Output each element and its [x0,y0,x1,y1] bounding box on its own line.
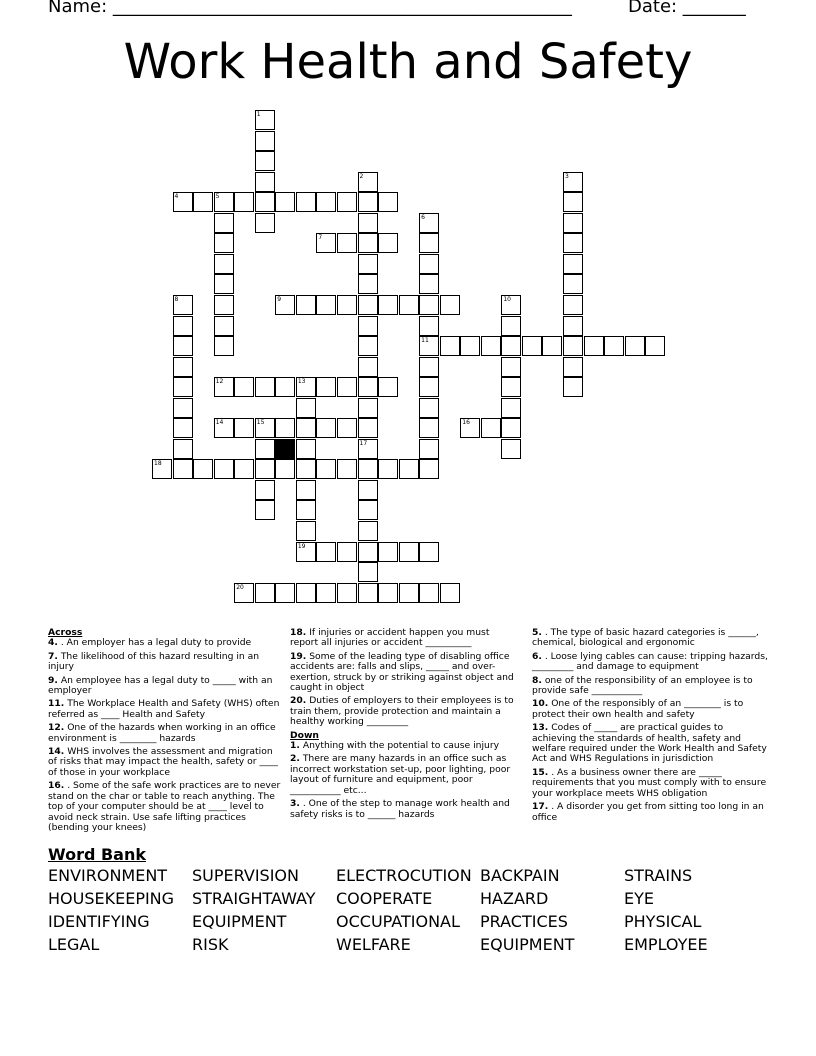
clue-number: 10 [503,295,511,303]
clue-down-8: 8. one of the responsibility of an employee is to provide safe ___________ [532,674,753,697]
clue-number: 16 [462,419,470,427]
clue-number: 12 [215,378,224,386]
crossword-cell[interactable] [419,254,439,274]
crossword-cell[interactable] [419,295,439,315]
crossword-cell[interactable] [501,418,521,438]
clue-across-12: 12. One of the hazards when working in an office environment is ________ hazards [48,722,276,744]
word-bank-item: LEGAL [48,935,100,954]
crossword-cell[interactable] [214,316,234,336]
crossword-cell[interactable] [378,542,398,562]
name-line: Name: ___________________________________________________ [48,0,572,17]
crossword-cell[interactable] [316,418,336,438]
clue-across-9: 9. An employee has a legal duty to _____ with an employer [48,674,273,697]
word-bank-item: SUPERVISION [192,866,299,885]
crossword-cell[interactable] [419,418,439,438]
crossword-cell[interactable] [419,439,439,459]
crossword-cell[interactable] [214,336,234,356]
clue-down-17: 17. . A disorder you get from sitting too long in an office [532,801,764,823]
clue-across-7: 7. The likelihood of this hazard resulting in an injury [48,650,260,673]
crossword-cell[interactable] [337,459,357,479]
crossword-cell[interactable] [563,254,583,274]
crossword-cell[interactable] [501,439,521,459]
clues-column-1 [48,628,282,836]
crossword-cell[interactable] [419,274,439,294]
crossword-cell[interactable] [625,336,645,356]
crossword-cell[interactable] [275,583,295,603]
word-bank-item: BACKPAIN [480,866,560,885]
clues-column-2 [290,628,520,823]
crossword-cell[interactable] [255,131,275,151]
crossword-cell[interactable] [358,480,378,500]
clues-column-3 [532,628,768,826]
crossword-cell[interactable] [419,542,439,562]
crossword-cell[interactable] [542,336,562,356]
clue-across-4: 4. . An employer has a legal duty to provide [48,637,252,649]
crossword-cell[interactable] [378,192,398,212]
crossword-cell[interactable] [419,377,439,397]
clue-down-5: 5. . The type of basic hazard categories is ______, chemical, biological and ergonomic [532,627,759,649]
crossword-cell[interactable] [316,192,336,212]
crossword-cell[interactable] [358,316,378,336]
crossword-cell[interactable] [296,439,316,459]
crossword-cell[interactable] [440,583,460,603]
crossword-cell[interactable] [584,336,604,356]
across-heading: Across [48,627,83,638]
crossword-cell[interactable] [378,583,398,603]
crossword-cell[interactable] [419,357,439,377]
crossword-cell[interactable] [419,583,439,603]
crossword-cell[interactable] [399,583,419,603]
clue-across-19: 19. Some of the leading type of disabling office accidents are: falls and slips, _____ and over-exertion, struck by or striking against object and caught in object [290,650,514,694]
word-bank-item: PHYSICAL [624,912,702,931]
word-bank-item: EMPLOYEE [624,935,708,954]
crossword-cell[interactable] [255,110,275,130]
word-bank-item: OCCUPATIONAL [336,912,460,931]
crossword-cell[interactable] [440,336,460,356]
crossword-cell[interactable] [501,316,521,336]
word-bank-item: HOUSEKEEPING [48,889,175,908]
crossword-cell[interactable] [296,192,316,212]
crossword-block [275,439,295,459]
crossword-cell[interactable] [255,213,275,233]
word-bank-item: EQUIPMENT [192,912,287,931]
word-bank-row [48,935,768,958]
crossword-cell[interactable] [563,336,583,356]
crossword-cell[interactable] [173,316,193,336]
crossword-cell[interactable] [419,233,439,253]
word-bank-item: COOPERATE [336,889,433,908]
crossword-cell[interactable] [419,459,439,479]
crossword-cell[interactable] [173,418,193,438]
word-bank-item: RISK [192,935,229,954]
clue-number: 20 [236,583,244,591]
crossword-cell[interactable] [214,377,234,397]
crossword-cell[interactable] [214,213,234,233]
crossword-cell[interactable] [296,542,316,562]
crossword-cell[interactable] [214,233,234,253]
down-heading: Down [290,729,319,741]
clue-number: 7 [318,234,323,242]
clue-number: 18 [154,460,162,468]
crossword-cell[interactable] [358,583,378,603]
crossword-cell[interactable] [399,459,419,479]
word-bank-item: PRACTICES [480,912,568,931]
crossword-cell[interactable] [255,192,275,212]
crossword-cell[interactable] [255,439,275,459]
crossword-cell[interactable] [296,521,316,541]
crossword-cell[interactable] [563,233,583,253]
word-bank-row [48,866,768,889]
crossword-cell[interactable] [296,583,316,603]
crossword-cell[interactable] [275,418,295,438]
crossword-cell[interactable] [316,233,336,253]
crossword-cell[interactable] [419,398,439,418]
crossword-cell[interactable] [214,295,234,315]
crossword-cell[interactable] [255,151,275,171]
word-bank-item: ENVIRONMENT [48,866,168,885]
crossword-cell[interactable] [337,377,357,397]
crossword-cell[interactable] [255,418,275,438]
crossword-cell[interactable] [255,500,275,520]
word-bank-item: EQUIPMENT [480,935,575,954]
crossword-cell[interactable] [358,418,378,438]
clue-down-10: 10. One of the responsibly of an ________ is to protect their own health and safety [532,698,744,720]
crossword-cell[interactable] [275,459,295,479]
crossword-cell[interactable] [337,542,357,562]
crossword-cell[interactable] [378,459,398,479]
crossword-cell[interactable] [173,398,193,418]
word-bank-item: STRAINS [624,866,693,885]
crossword-cell[interactable] [358,254,378,274]
crossword-cell[interactable] [234,192,254,212]
clue-down-3: 3. . One of the step to manage work health and safety risks is to ______ hazards [290,798,510,820]
crossword-cell[interactable] [358,295,378,315]
crossword-cell[interactable] [419,336,439,356]
clue-number: 11 [421,337,429,345]
clue-number: 1 [256,111,261,118]
crossword-cell[interactable] [255,172,275,192]
crossword-cell[interactable] [378,377,398,397]
crossword-cell[interactable] [563,274,583,294]
clue-down-15: 15. . As a business owner there are _____ requirements that you must comply with to ensure your workplace meets WHS obligation [532,766,767,799]
crossword-cell[interactable] [214,254,234,274]
crossword-cell[interactable] [563,213,583,233]
crossword-cell[interactable] [501,336,521,356]
crossword-cell[interactable] [275,377,295,397]
clue-number: 2 [359,172,364,180]
clue-number: 13 [297,378,306,386]
crossword-cell[interactable] [563,192,583,212]
clue-number: 15 [256,419,265,427]
crossword-cell[interactable] [255,583,275,603]
clue-number: 17 [359,439,368,447]
word-bank [48,866,768,958]
word-bank-row [48,912,768,935]
crossword-cell[interactable] [645,336,665,356]
word-bank-item: IDENTIFYING [48,912,150,931]
crossword-cell[interactable] [563,377,583,397]
crossword-cell[interactable] [214,274,234,294]
crossword-cell[interactable] [481,336,501,356]
crossword-cell[interactable] [501,357,521,377]
crossword-cell[interactable] [358,274,378,294]
crossword-cell[interactable] [173,439,193,459]
crossword-cell[interactable] [296,295,316,315]
crossword-cell[interactable] [316,459,336,479]
clue-number: 8 [174,295,179,303]
clue-across-11: 11. The Workplace Health and Safety (WHS) often referred as ____ Health and Safety [48,698,280,720]
crossword-cell[interactable] [214,192,234,212]
crossword-cell[interactable] [563,172,583,192]
crossword-cell[interactable] [337,295,357,315]
clue-number: 6 [421,213,425,221]
crossword-cell[interactable] [234,583,254,603]
crossword-cell[interactable] [275,192,295,212]
word-bank-row [48,889,768,912]
clue-number: 14 [215,419,224,427]
clue-down-1: 1. Anything with the potential to cause injury [290,740,500,752]
crossword-cell[interactable] [173,377,193,397]
crossword-cell[interactable] [234,418,254,438]
crossword-cell[interactable] [501,377,521,397]
crossword-cell[interactable] [337,192,357,212]
crossword-cell[interactable] [563,295,583,315]
crossword-cell[interactable] [358,439,378,459]
crossword-cell[interactable] [358,233,378,253]
word-bank-item: ELECTROCUTION [336,866,472,885]
word-bank-item: WELFARE [336,935,411,954]
crossword-cell[interactable] [481,418,501,438]
crossword-cell[interactable] [316,295,336,315]
crossword-cell[interactable] [296,480,316,500]
word-bank-item: STRAIGHTAWAY [192,889,316,908]
crossword-cell[interactable] [501,398,521,418]
crossword-cell[interactable] [214,418,234,438]
crossword-cell[interactable] [358,192,378,212]
crossword-cell[interactable] [460,336,480,356]
crossword-cell[interactable] [378,233,398,253]
crossword-cell[interactable] [193,192,213,212]
crossword-cell[interactable] [173,357,193,377]
crossword-cell[interactable] [378,295,398,315]
crossword-cell[interactable] [296,418,316,438]
crossword-cell[interactable] [460,418,480,438]
crossword-cell[interactable] [337,583,357,603]
crossword-cell[interactable] [337,233,357,253]
word-bank-title: Word Bank [48,845,147,864]
clue-down-6: 6. . Loose lying cables can cause: tripping hazards, _________ and damage to equipment [532,650,768,673]
crossword-cell[interactable] [173,459,193,479]
crossword-cell[interactable] [440,295,460,315]
crossword-cell[interactable] [337,418,357,438]
crossword-cell[interactable] [296,398,316,418]
crossword-cell[interactable] [296,459,316,479]
crossword-cell[interactable] [563,357,583,377]
word-bank-item: HAZARD [480,889,549,908]
crossword-cell[interactable] [358,562,378,582]
crossword-cell[interactable] [316,542,336,562]
page-title: Work Health and Safety [123,34,693,90]
crossword-cell[interactable] [358,500,378,520]
crossword-cell[interactable] [358,357,378,377]
clue-number: 5 [215,193,220,201]
clue-number: 4 [174,193,179,201]
crossword-cell[interactable] [234,459,254,479]
clue-number: 19 [297,542,306,550]
crossword-cell[interactable] [358,213,378,233]
crossword-cell[interactable] [358,336,378,356]
crossword-cell[interactable] [255,459,275,479]
crossword-cell[interactable] [316,583,336,603]
clue-across-14: 14. WHS involves the assessment and migration of risks that may impact the health, safety or ____ of those in your workplace [48,746,278,778]
clue-number: 3 [565,172,569,180]
crossword-cell[interactable] [419,213,439,233]
word-bank-item: EYE [624,889,654,908]
crossword-cell[interactable] [255,480,275,500]
crossword-cell[interactable] [173,336,193,356]
crossword-cell[interactable] [522,336,542,356]
crossword-cell[interactable] [358,459,378,479]
crossword-cell[interactable] [316,377,336,397]
crossword-cell[interactable] [563,316,583,336]
crossword-cell[interactable] [193,459,213,479]
crossword-cell[interactable] [358,542,378,562]
crossword-cell[interactable] [399,542,419,562]
clue-across-20: 20. Duties of employers to their employees is to train them, provide protection and maintain a healthy working _________ [290,695,514,728]
clue-down-2: 2. There are many hazards in an office such as incorrect workstation set-up, poor lighting, poor layout of furniture and equipment, poor ___________ etc... [290,753,511,796]
crossword-cell[interactable] [275,295,295,315]
crossword-cell[interactable] [501,295,521,315]
crossword-cell[interactable] [399,295,419,315]
clue-across-18: 18. If injuries or accident happen you must report all injuries or accident __________ [290,627,490,649]
crossword-cell[interactable] [255,377,275,397]
crossword-cell[interactable] [296,500,316,520]
date-line: Date: _______ [628,0,746,17]
crossword-cell[interactable] [173,192,193,212]
crossword-cell[interactable] [358,377,378,397]
crossword-cell[interactable] [214,459,234,479]
clue-across-16: 16. . Some of the safe work practices are to never stand on the char or table to reach anything. The top of your computer should be at ____ level to avoid neck strain. Use safe lifting practices (bending your knees) [48,780,281,833]
crossword-cell[interactable] [173,295,193,315]
crossword-cell[interactable] [234,377,254,397]
clue-down-13: 13. Codes of _____ are practical guides to achieving the standards of health, safety and welfare required under the Work Health and Safety Act and WHS Regulations in jurisdiction [532,722,767,765]
crossword-cell[interactable] [358,172,378,192]
crossword-cell[interactable] [419,316,439,336]
crossword-cell[interactable] [358,398,378,418]
crossword-cell[interactable] [296,377,316,397]
clue-number: 9 [277,295,282,303]
crossword-cell[interactable] [152,459,172,479]
crossword-cell[interactable] [358,521,378,541]
crossword-cell[interactable] [604,336,624,356]
